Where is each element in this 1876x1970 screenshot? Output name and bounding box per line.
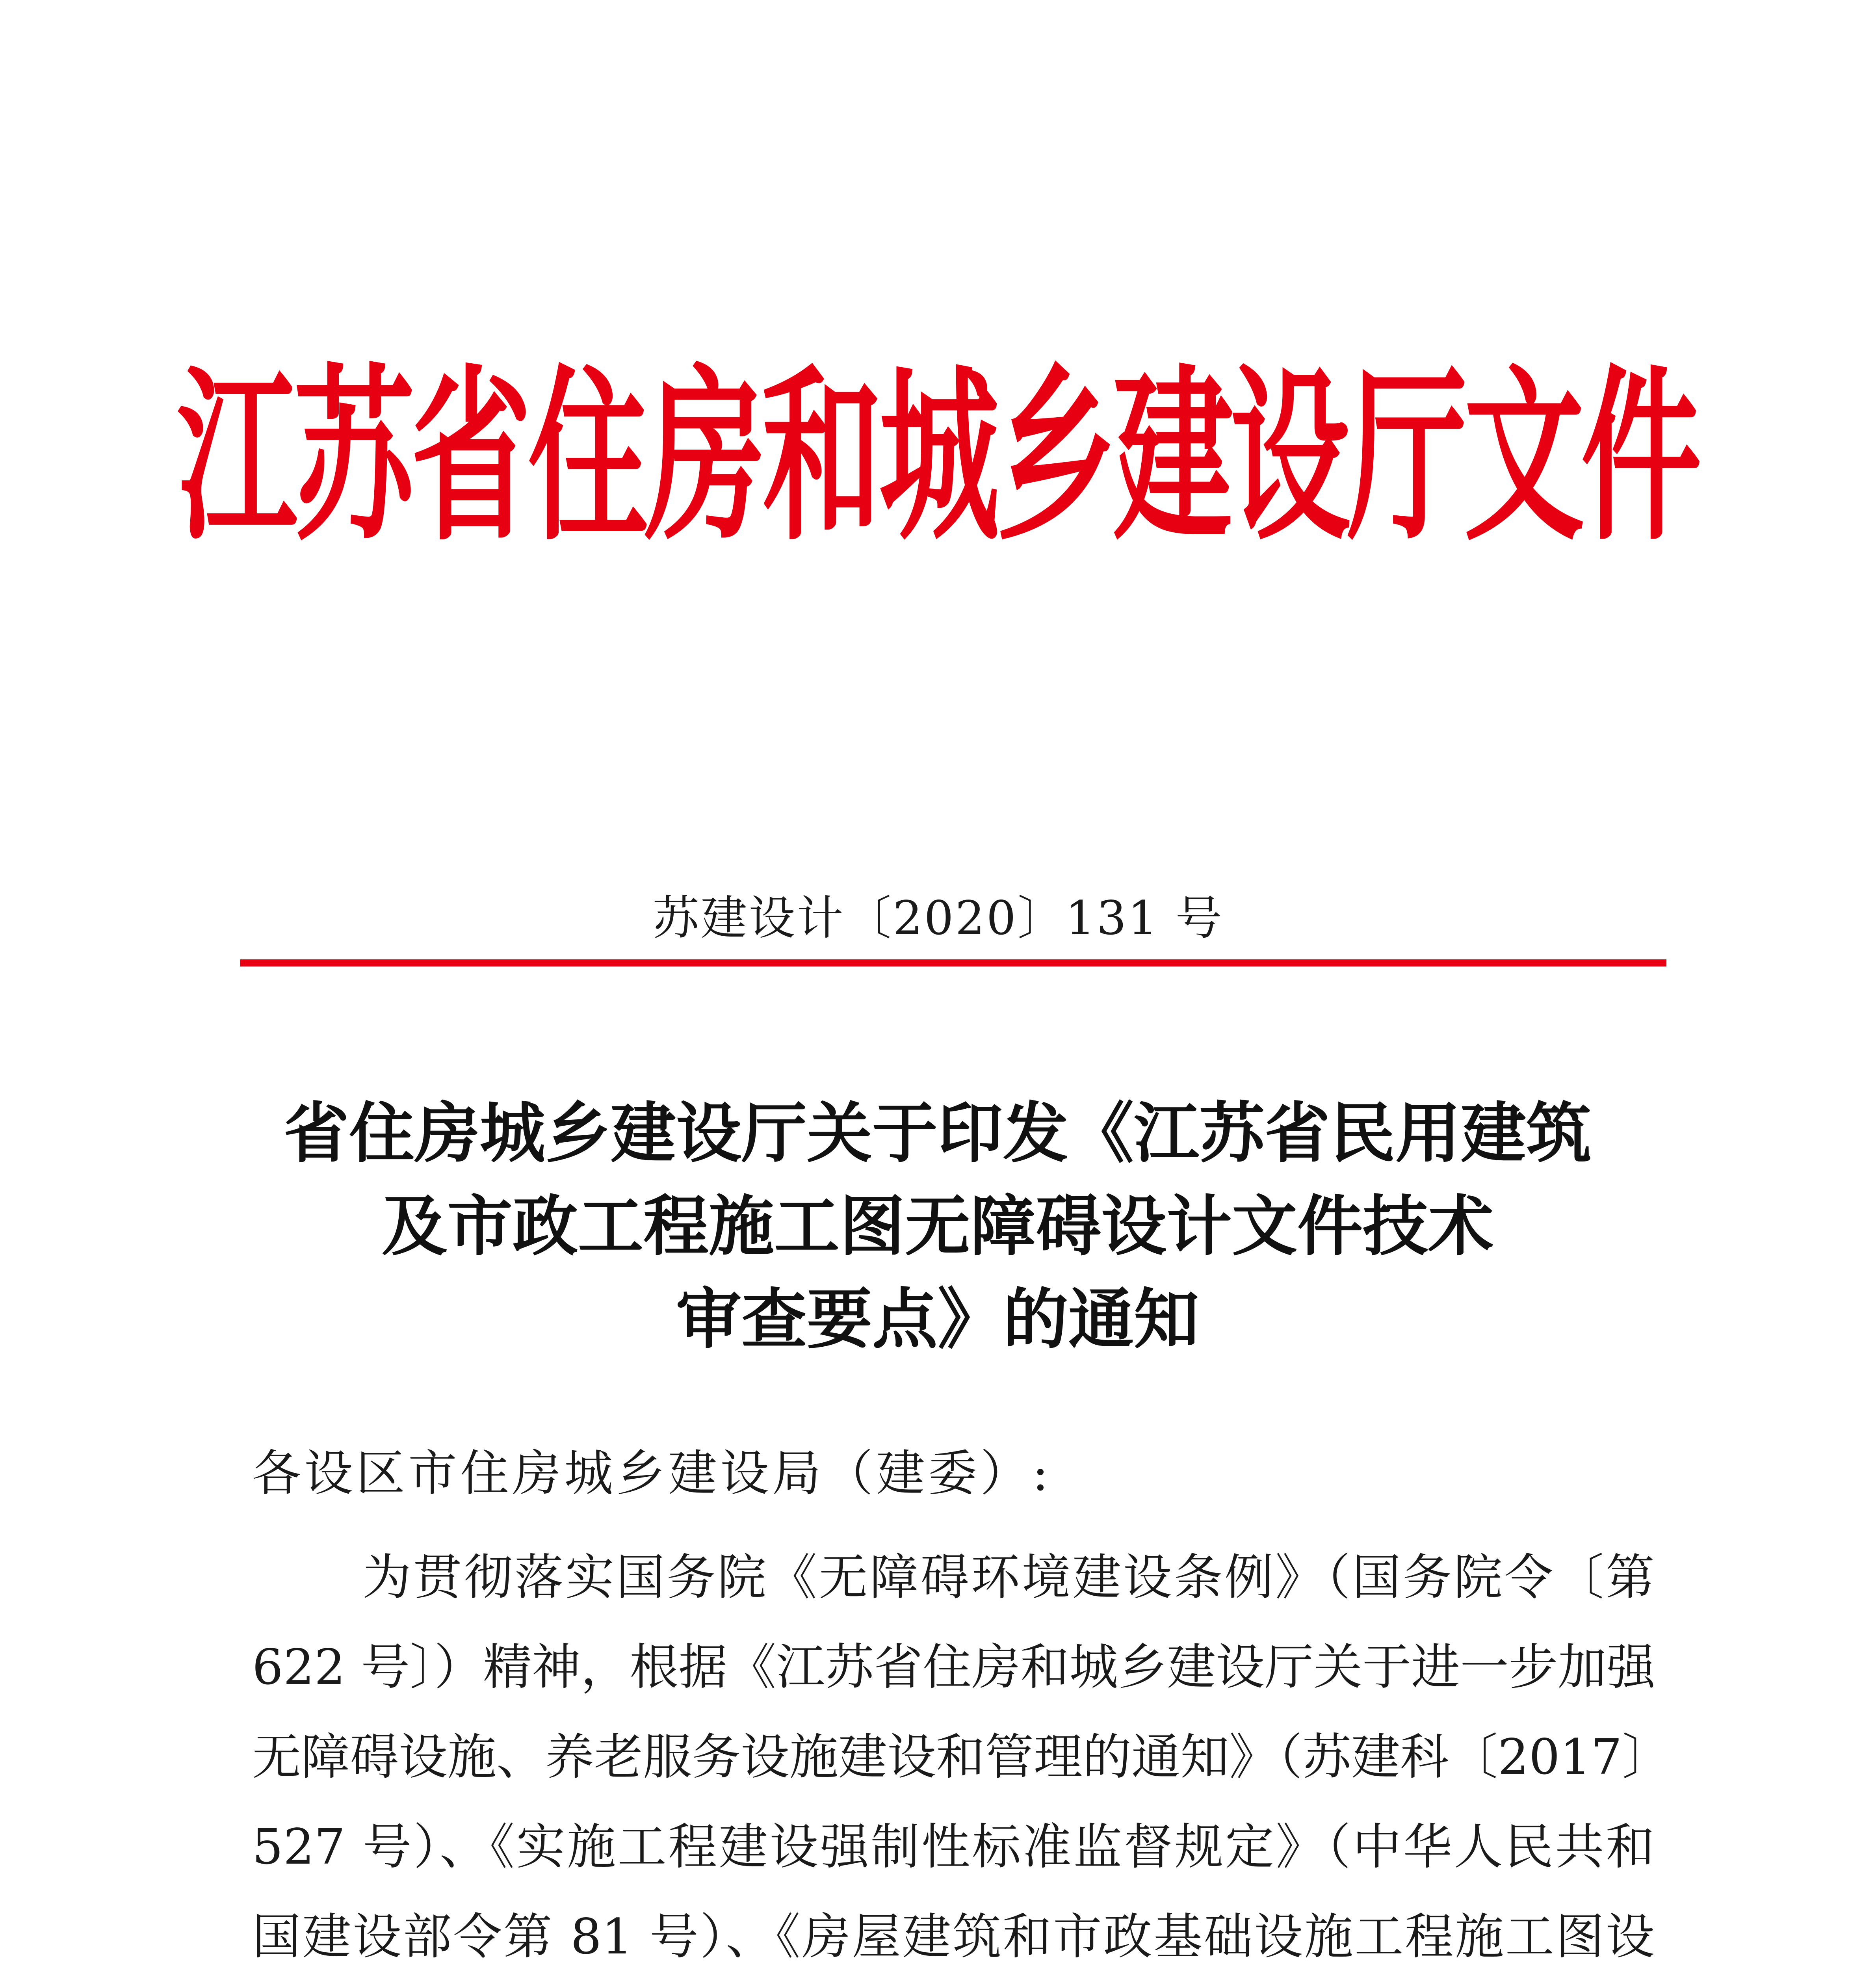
masthead: [177, 339, 1698, 575]
masthead-title: 江苏省住房和城乡建设厅文件: [177, 348, 1698, 566]
body-line: 为贯彻落实国务院《无障碍环境建设条例》（国务院令〔第: [362, 1549, 1655, 1606]
red-divider-rule: [240, 959, 1666, 966]
addressee: 各设区市住房城乡建设局（建委）:: [252, 1445, 1052, 1502]
body-line: 国建设部令第 81 号）、《房屋建筑和市政基础设施工程施工图设: [252, 1909, 1655, 1965]
body-line: 527 号）、《实施工程建设强制性标准监督规定》（中华人民共和: [252, 1819, 1655, 1875]
title-line: 审查要点》的通知: [676, 1282, 1199, 1358]
body-line: 622 号〕）精神，根据《江苏省住房和城乡建设厅关于进一步加强: [252, 1639, 1656, 1696]
title-line: 及市政工程施工图无障碍设计文件技术: [382, 1189, 1493, 1265]
document-number: 苏建设计〔2020〕131 号: [652, 891, 1224, 945]
body-line: 无障碍设施、养老服务设施建设和管理的通知》（苏建科〔2017〕: [252, 1729, 1671, 1786]
title-line: 省住房城乡建设厅关于印发《江苏省民用建筑: [284, 1096, 1592, 1172]
document-title: [197, 1087, 1678, 1366]
body-paragraph: [252, 1533, 1671, 1970]
